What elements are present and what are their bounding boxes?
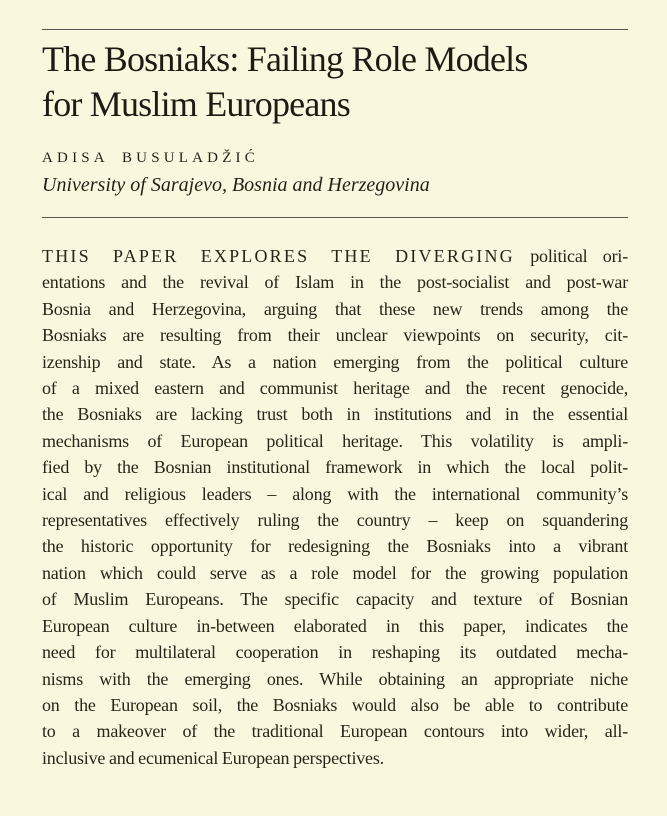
abstract-line: need for multilateral cooperation in reshaping its outdated mecha- bbox=[42, 642, 628, 663]
abstract-lead-line bbox=[42, 243, 628, 269]
abstract-line: European culture in-between elaborated in this paper, indicates the bbox=[42, 615, 628, 636]
abstract-line: on the European soil, the Bosniaks would also be able to contribute bbox=[42, 694, 628, 715]
abstract-line: izenship and state. As a nation emerging from the political culture bbox=[42, 351, 628, 372]
abstract-line: to a makeover of the traditional European contours into wider, all- bbox=[42, 721, 628, 742]
abstract-line: inclusive and ecumenical European perspectives. bbox=[42, 747, 384, 768]
title-line-2: for Muslim Europeans bbox=[42, 84, 350, 124]
page-title bbox=[42, 37, 628, 127]
author-name: ADISA BUSULADŽIĆ bbox=[42, 150, 259, 166]
title-line-1: The Bosniaks: Failing Role Models bbox=[42, 39, 528, 79]
abstract-line: ical and religious leaders – along with the international community’s bbox=[42, 483, 628, 504]
separator-rule bbox=[42, 217, 628, 218]
author-affiliation: University of Sarajevo, Bosnia and Herzegovina bbox=[42, 174, 430, 196]
abstract-line: representatives effectively ruling the country – keep on squandering bbox=[42, 510, 628, 531]
abstract-line: the Bosniaks are lacking trust both in institutions and in the essential bbox=[42, 404, 628, 425]
abstract-line: Bosnia and Herzegovina, arguing that these new trends among the bbox=[42, 298, 628, 319]
abstract-lead-rest: political ori- bbox=[530, 246, 628, 266]
abstract-lines bbox=[42, 269, 628, 771]
abstract-line: fied by the Bosnian institutional framework in which the local polit- bbox=[42, 457, 628, 478]
abstract-line: the historic opportunity for redesigning the Bosniaks into a vibrant bbox=[42, 536, 628, 557]
abstract-line: nisms with the emerging ones. While obtaining an appropriate niche bbox=[42, 668, 628, 689]
abstract-line: nation which could serve as a role model for the growing population bbox=[42, 562, 628, 583]
top-rule bbox=[42, 29, 628, 30]
paper-page bbox=[0, 29, 667, 816]
abstract-lead-caps: THIS PAPER EXPLORES THE DIVERGING bbox=[42, 246, 515, 266]
abstract bbox=[42, 243, 628, 771]
abstract-line: Bosniaks are resulting from their unclear viewpoints on security, cit- bbox=[42, 325, 628, 346]
abstract-line: of Muslim Europeans. The specific capacity and texture of Bosnian bbox=[42, 589, 628, 610]
abstract-line: of a mixed eastern and communist heritage and the recent genocide, bbox=[42, 378, 628, 399]
abstract-line: entations and the revival of Islam in the post-socialist and post-war bbox=[42, 272, 628, 293]
abstract-line: mechanisms of European political heritage. This volatility is ampli- bbox=[42, 430, 628, 451]
